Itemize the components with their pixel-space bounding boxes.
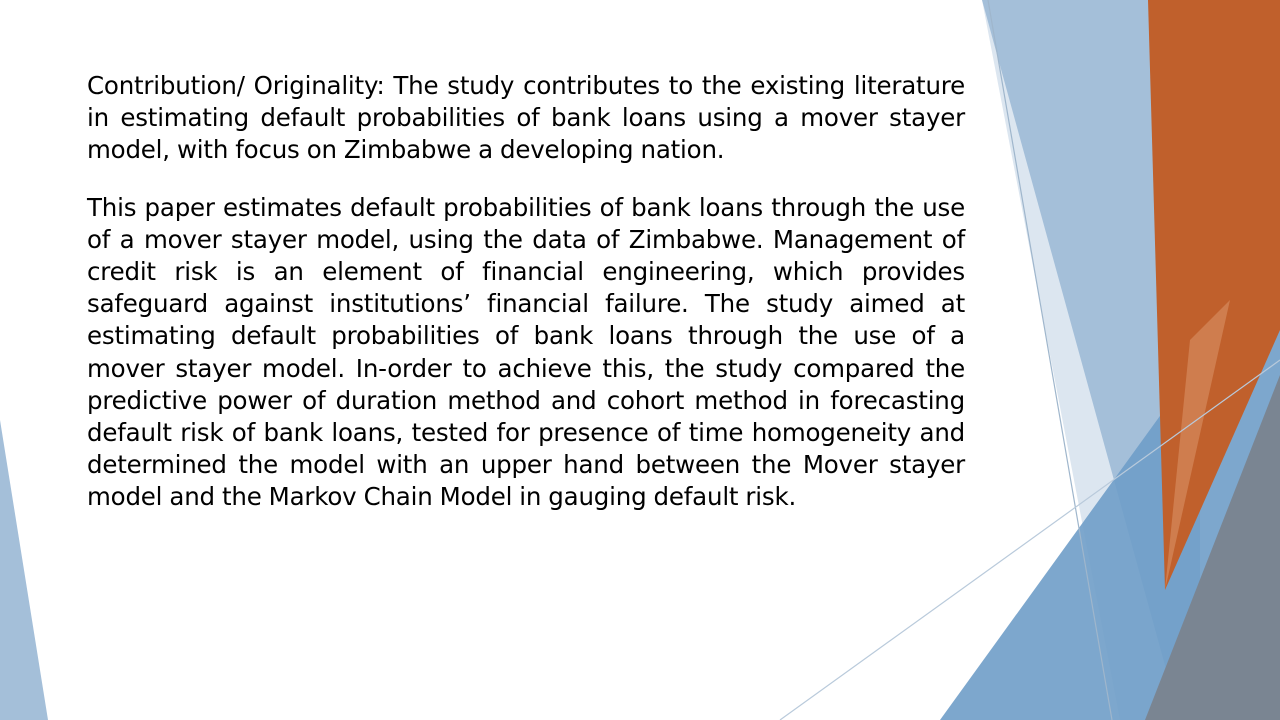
body-text: [87, 70, 965, 539]
left-blue-sliver: [0, 420, 48, 720]
abstract-paragraph: This paper estimates default probabilities of bank loans through the use of a mover stayer model, using the data of Zimbabwe. Management of credit risk is an element of financial engineering, which provides safeguard against institutions’ financial failure. The study aimed at estimating default probabilities of bank loans through the use of a mover stayer model. In-order to achieve this, the study compared the predictive power of duration method and cohort method in forecasting default risk of bank loans, tested for presence of time homogeneity and determined the model with an upper hand between the Mover stayer model and the Markov Chain Model in gauging default risk.: [87, 192, 965, 512]
contribution-paragraph: Contribution/ Originality: The study contributes to the existing literature in estimating default probabilities of bank loans using a mover stayer model, with focus on Zimbabwe a developing nation.: [87, 71, 965, 165]
